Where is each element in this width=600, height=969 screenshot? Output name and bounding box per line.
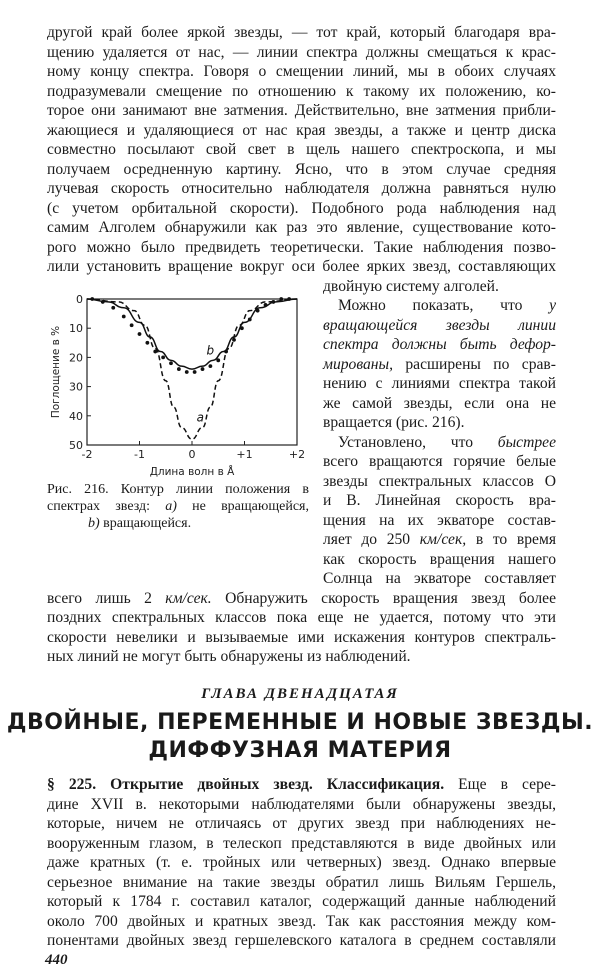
chart-labels <box>50 293 305 478</box>
page-number: 440 <box>45 951 68 968</box>
text-line: щению удаляется от нас, — линии спектра должны смещаться к крас- <box>47 43 556 61</box>
text-line: же самой звезды, если она не <box>323 394 556 412</box>
caption-text: не вращающейся, <box>176 499 309 514</box>
observed-data-point <box>111 306 115 310</box>
caption-line <box>47 498 309 516</box>
text-line: совместно посылают свой свет в щель нашего спектроскопа, и мы <box>47 141 556 158</box>
text-line: подразумевали смещение по отношению к такому их положению, ко- <box>47 82 556 100</box>
text-line: самим Алголем обнаружили как раз это явление, существование кото- <box>47 219 556 236</box>
observed-data-point <box>101 300 105 304</box>
chapter-title-line-1: ДВОЙНЫЕ, ПЕРЕМЕННЫЕ И НОВЫЕ ЗВЕЗДЫ. <box>6 710 594 735</box>
text-line: всего вращаются горячие белые <box>323 453 556 470</box>
text-line: (с учетом орбитальной скорости). Подобного рода наблюдения над <box>47 199 556 217</box>
observed-data-point <box>216 358 220 362</box>
text-line: и B. Линейная скорость вра- <box>323 492 556 509</box>
text-line: нению с линиями спектра такой <box>323 375 556 392</box>
observed-data-point <box>177 367 181 371</box>
text-line <box>323 334 556 355</box>
x-tick-label: 0 <box>188 448 196 461</box>
observed-data-point <box>193 370 197 374</box>
text-span: в то время <box>466 531 556 548</box>
observed-data-point <box>208 364 212 368</box>
text-line <box>338 295 556 316</box>
text-line: серьезное внимание на такие звезды обратил лишь Вильям Гершель, <box>47 873 556 891</box>
figure-216-chart <box>47 287 317 487</box>
chapter-title-line-2: ДИФФУЗНАЯ МАТЕРИЯ <box>148 738 452 763</box>
text-span: расширены по срав- <box>393 355 556 373</box>
caption-text: вращающейся. <box>99 516 192 531</box>
y-tick-label: 50 <box>69 439 83 452</box>
observed-data-point <box>248 318 252 322</box>
plot-frame <box>87 299 297 445</box>
text-line: скорости невелики и вызываемые ими искажения контуров спектраль- <box>47 628 556 646</box>
text-line <box>323 529 556 550</box>
x-tick-label: -1 <box>134 448 145 461</box>
text-span: Еще в сере- <box>444 776 556 793</box>
chart-axes <box>87 299 297 445</box>
text-line <box>338 432 556 453</box>
observed-data-point <box>122 315 126 319</box>
observed-data-point <box>287 297 291 301</box>
y-tick-label: 0 <box>76 293 83 306</box>
y-tick-label: 20 <box>69 351 83 365</box>
text-span: Установлено, что <box>338 433 498 451</box>
section-heading: § 225. Открытие двойных звезд. Классификация. <box>47 776 445 793</box>
x-tick-label: -2 <box>81 448 93 461</box>
text-span-italic: мированы, <box>323 355 393 373</box>
observed-data-point <box>224 350 228 354</box>
text-line: дине XVII в. некоторыми наблюдателями были обнаружены звезды, <box>47 795 556 813</box>
x-axis-label: Длина волн в Å <box>149 466 235 478</box>
text-line: звезды спектральных классов O <box>323 472 556 490</box>
y-tick-label: 40 <box>69 409 83 423</box>
observed-data-point <box>130 323 134 327</box>
observed-data-point <box>240 326 244 330</box>
text-line: двойную систему алголей. <box>323 277 499 295</box>
observed-data-point <box>271 300 275 304</box>
text-line: понентами двойных звезд гершелевского каталога в среднем составляли <box>47 932 556 949</box>
observed-data-point <box>169 361 173 365</box>
observed-data-point <box>279 297 283 301</box>
text-span-italic: спектра должны быть дефор- <box>323 336 556 353</box>
text-line: которые, ничем не отличаясь от других звезд при наблюдениях не- <box>47 815 556 832</box>
text-line: который к 1784 г. составил каталог, содержащий данные наблюдений <box>47 893 556 910</box>
text-line: рого можно было предвидеть теоретически. Такие наблюдения позво- <box>47 238 556 256</box>
observed-data-point <box>185 370 189 374</box>
observed-data-point <box>145 341 149 345</box>
text-span: Обнаружить скорость вращения звезд более <box>211 589 557 607</box>
text-line: получаем осредненную картину. Ясно, что в этом случае средняя <box>47 160 556 178</box>
caption-text: Рис. 216. Контур линии положения в <box>47 482 309 497</box>
text-line: как скорость вращения нашего <box>323 550 556 568</box>
text-span-italic: быстрее <box>497 433 556 451</box>
chapter-label: ГЛАВА ДВЕНАДЦАТАЯ <box>201 686 399 702</box>
y-tick-label: 30 <box>69 380 83 394</box>
caption-text: спектрах звезд: <box>47 499 166 514</box>
text-line: около 700 двойных и кратных звезд. Так как расстояния между ком- <box>47 912 556 930</box>
observed-data-point <box>201 367 205 371</box>
observed-data-point <box>264 303 268 307</box>
text-line: ному концу спектра. Говоря о смещении линий, мы в обоих случаях <box>47 63 556 80</box>
y-tick-label: 10 <box>69 322 83 336</box>
text-span: всего лишь 2 <box>47 589 166 607</box>
observed-data-point <box>256 309 260 313</box>
text-span: Можно показать, что <box>338 297 550 314</box>
text-line: щения на их экваторе состав- <box>323 511 556 529</box>
text-line <box>47 774 556 795</box>
x-tick-label: +2 <box>288 448 306 461</box>
observed-data-point <box>90 297 94 301</box>
text-span-italic: км/сек, <box>419 531 467 548</box>
text-line <box>323 354 556 375</box>
text-line: жающиеся и удаляющиеся от нас края звезды, а также и центр диска <box>47 121 556 139</box>
text-line: торое они занимают вне затмения. Действительно, вне затмения прибли- <box>47 102 556 119</box>
series-b-line <box>87 299 297 369</box>
text-line: вращается (рис. 216). <box>323 414 465 431</box>
text-span-italic: у <box>549 297 556 314</box>
text-line: лили установить вращение вокруг оси более ярких звезд, составляющих <box>47 258 556 275</box>
text-line: вооруженным глазом, в телескоп представляются в виде двойных или <box>47 834 556 852</box>
text-span-italic: км/сек. <box>165 589 212 607</box>
observed-data-point <box>153 350 157 354</box>
observed-data-point <box>232 338 236 342</box>
text-span-italic: вращающейся звезды линии <box>323 316 556 334</box>
curve-label-a: a <box>196 410 204 425</box>
text-line <box>323 315 556 336</box>
chart-series <box>87 297 297 439</box>
caption-label-a: а) <box>165 499 177 514</box>
caption-line <box>47 481 309 499</box>
text-line: другой край более яркой звезды, — тот край, который благодаря вра- <box>47 24 556 41</box>
text-line: ных линий не могут быть обнаружены из наблюдений. <box>47 648 411 665</box>
curve-label-b: b <box>206 343 215 358</box>
text-line: лучевая скорость относительно наблюдателя должна равняться нулю <box>47 180 556 197</box>
observed-data-point <box>161 356 165 360</box>
text-line <box>47 588 556 609</box>
text-span: ляет до 250 <box>323 531 420 548</box>
text-line: Солнца на экваторе составляет <box>323 570 556 587</box>
caption-line <box>88 515 308 533</box>
y-axis-label: Поглощение в % <box>50 325 62 419</box>
text-line: поздних спектральных классов пока еще не удается, потому что эти <box>47 609 556 626</box>
caption-label-b: b) <box>88 516 100 531</box>
x-tick-label: +1 <box>236 448 253 461</box>
observed-data-point <box>138 332 142 336</box>
text-line: даже кратных (т. е. тройных или четверных) звезд. Однако впервые <box>47 854 556 871</box>
